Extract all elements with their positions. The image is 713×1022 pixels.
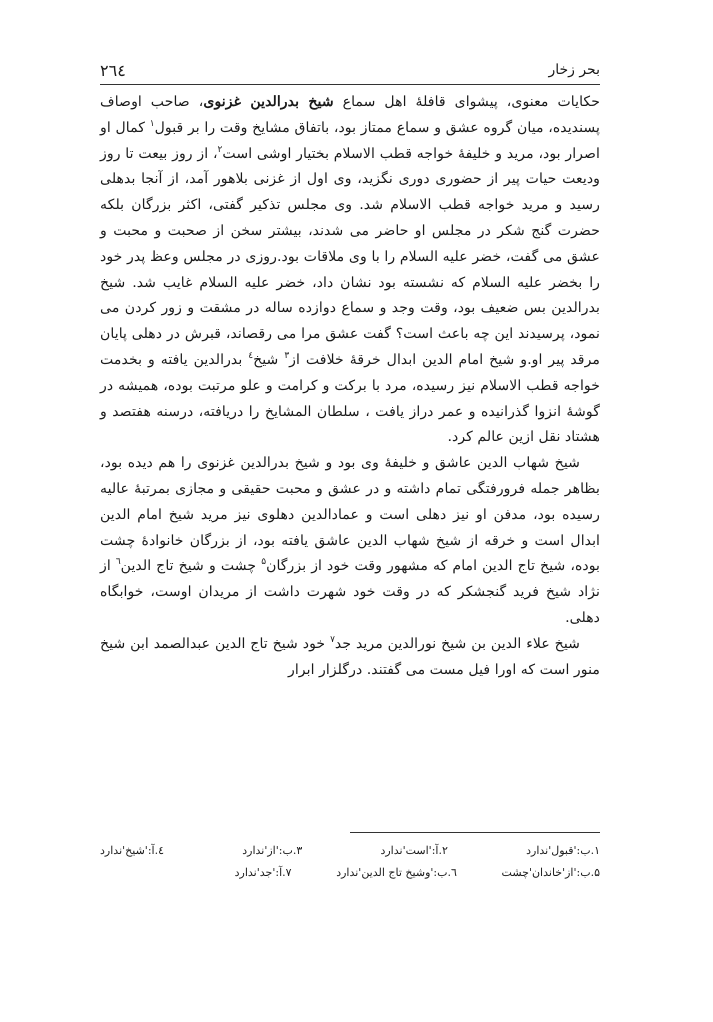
footnote-7: ۷.آ:'جد'ندارد: [234, 866, 292, 879]
footnote-ref-6: ٦: [115, 557, 121, 568]
footnote-ref-4: ٤: [248, 350, 254, 361]
p1-text-2: ، صاحب اوصاف پسندیده، میان گروه عشق و سماع ممتاز بود، باتفاق مشایخ وقت را بر قبول: [100, 94, 600, 136]
p1-text-5: شیخ: [253, 351, 285, 368]
footnote-ref-7: ۷: [330, 634, 335, 645]
footnote-4: ٤.آ:'شیخ'ندارد: [100, 844, 164, 857]
footnote-spacer: [100, 862, 190, 884]
main-text: [100, 90, 600, 683]
paragraph-3: [100, 632, 600, 684]
p1-text-6: بدرالدین یافته و بخدمت خواجه قطب الاسلام نیز رسیده، مرد با برکت و کرامت و علو مرتبت بوده، همیشه در گوشهٔ انزوا گذرانیده و عمر دراز یافت ، سلطان المشایخ را دریافته، درسنه هفتصد و هشتاد نقل ازین عالم کرد.: [100, 351, 600, 446]
footnote-ref-5: ۵: [261, 557, 267, 568]
header-rule: [100, 84, 600, 85]
p3-text-1: شیخ علاء الدین بن شیخ نورالدین مرید جد: [334, 635, 580, 652]
p1-text-3: کمال او اصرار بود، مرید و خلیفهٔ خواجه قطب الاسلام بختیار اوشی است: [100, 119, 600, 162]
footnote-row-1: [100, 840, 600, 862]
footnote-2: ۲.آ:'است'ندارد: [380, 844, 448, 857]
p2-text-2: چشت و شیخ تاج الدین: [120, 558, 262, 575]
footnote-6: ٦.ب:'وشیخ تاج الدین'ندارد: [336, 866, 457, 879]
paragraph-2: [100, 451, 600, 632]
footnote-1: ۱.ب:'قبول'ندارد: [526, 844, 600, 857]
running-title: بحر زخار: [548, 62, 600, 78]
footnote-row-2: [100, 862, 600, 884]
page-number: ۲٦٤: [100, 60, 126, 80]
p1-text-4: ، از روز بیعت تا روز ودیعت حیات پیر از حضوری دوری نگزید، وی اول از غزنی بلاهور آمد، از آنجا بدهلی رسید و مرید خواجه قطب الاسلام شد. وی مجلس تذکیر گفتی، اکثر بزرگان بلکه حضرت گنج شکر در مجلس او حاضر می شدند، بیشتر سخن از صحبت و محبت و عشق می گفت، خضر علیه السلام را با وی ملاقات بود.روزی در مجلس وعظ پدر خود را بخضر علیه السلام که نشسته بود نشان داد، خضر علیه السلام غایب شد. شیخ بدرالدین بس ضعیف بود، وقت وجد و سماع دوازده ساله در مشقت و زور کردن می نمود، پرسیدند این چه باعث است؟ گفت عشق مرا می رقصاند، قبرش در دهلی پایان مرقد پیر او.و شیخ امام الدین ابدال خرقهٔ خلافت از: [100, 145, 600, 368]
running-header: [100, 60, 600, 80]
p2-text-1: شیخ شهاب الدین عاشق و خلیفهٔ وی بود و شیخ بدرالدین غزنوی را هم دیده بود، بظاهر جمله فرورفتگی تمام داشته و در عشق و محبت حقیقی و مجازی بمرتبهٔ عالیه رسیده بود، مدفن او نیز دهلی است و عمادالدین دهلوی نیز مرید شیخ امام الدین ابدال است و خرقه از شیخ شهاب الدین عاشق یافته بود، از بزرگان خانوادهٔ چشت بوده، شیخ تاج الدین امام که مشهور وقت خود از بزرگان: [100, 455, 600, 575]
paragraph-1: [100, 90, 600, 451]
p2-text-3: از نژاد شیخ فرید گنجشکر که در وقت خود شهرت داشت از مریدان اوست، خوابگاه دهلی.: [100, 558, 600, 626]
footnote-3: ۳.ب:'از'ندارد: [242, 844, 303, 857]
p3-text-2: خود شیخ تاج الدین عبدالصمد ابن شیخ منور است که اورا فیل مست می گفتند. درگلزار ابرار: [100, 635, 600, 678]
footnotes: [100, 840, 600, 884]
footnote-rule: [350, 832, 600, 833]
footnote-5: ۵.ب:'از'خاندان'چشت: [501, 866, 600, 879]
footnote-ref-2: ۲: [217, 144, 223, 155]
p1-text-1: حکایات معنوی، پیشوای قافلهٔ اهل سماع: [333, 94, 600, 110]
footnote-ref-1: ۱: [149, 118, 155, 129]
p1-name-highlight: شیخ بدرالدین غزنوی: [203, 94, 334, 110]
footnote-ref-3: ۳: [284, 350, 290, 361]
